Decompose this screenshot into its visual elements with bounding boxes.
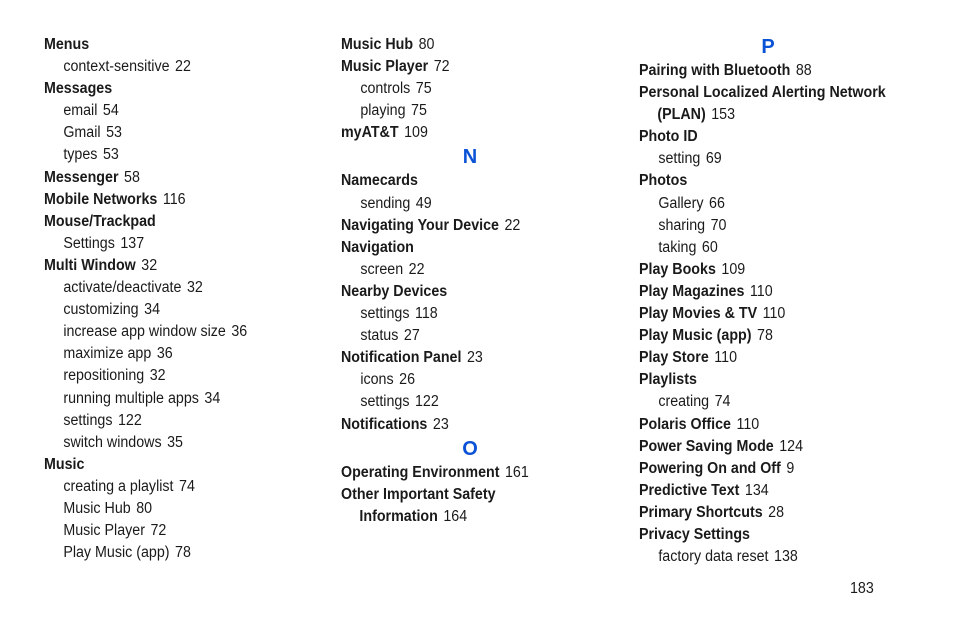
index-subentry [44,365,292,387]
entry-page-ref: 58 [124,168,140,186]
entry-term: Power Saving Mode [639,437,774,455]
index-subentry [44,520,292,542]
entry-page-ref: 28 [768,503,785,521]
index-subentry [341,325,589,347]
entry-term: Play Music (app) [639,327,752,345]
entry-term: Privacy Settings [639,525,750,543]
index-entry [639,436,906,458]
entry-term: Menus [44,36,90,53]
index-subentry [639,193,906,215]
entry-term: settings [63,411,113,429]
entry-term: Playlists [639,371,697,389]
index-entry [341,34,589,56]
entry-term: Messages [44,80,113,98]
entry-term: Music [44,455,85,473]
index-entry [341,414,589,436]
entry-page-ref: 88 [795,62,812,79]
entry-page-ref: 122 [117,411,142,429]
entry-page-ref: 22 [408,260,425,278]
index-entry [639,325,906,347]
entry-page-ref: 53 [106,124,122,142]
index-entry [341,484,589,506]
entry-term: Predictive Text [639,481,740,499]
entry-term: Music Hub [63,499,131,517]
index-subentry [44,122,292,144]
entry-term: Settings [63,234,115,252]
index-subentry [341,193,589,215]
entry-term: increase app window size [63,323,226,341]
entry-page-ref: 78 [175,544,191,562]
index-subentry [44,299,292,321]
index-subentry [341,78,589,100]
entry-term: Primary Shortcuts [639,503,763,521]
entry-term: maximize app [63,345,152,363]
index-subentry [639,546,906,568]
entry-term: Play Movies & TV [639,305,758,323]
entry-page-ref: 23 [466,349,483,367]
index-subentry [639,237,906,259]
entry-term: screen [360,260,404,278]
index-subentry [341,369,589,391]
index-subentry [44,277,292,299]
entry-page-ref: 22 [504,216,521,234]
index-entry [341,506,589,528]
entry-term: creating [658,393,710,411]
entry-term: Music Player [63,522,145,540]
entry-term: Navigation [341,238,414,256]
entry-page-ref: 75 [415,80,432,98]
index-entry [639,369,906,391]
index-subentry [639,148,906,170]
entry-term: sending [360,194,411,212]
entry-term: Messenger [44,168,119,186]
index-entry [44,78,292,100]
index-subentry [44,410,292,432]
entry-term: controls [360,80,411,98]
entry-page-ref: 80 [418,36,435,53]
index-entry [639,281,906,303]
index-entry [639,60,906,82]
entry-term: Operating Environment [341,463,500,481]
entry-page-ref: 27 [403,327,420,345]
entry-term: email [63,102,98,120]
index-subentry [44,343,292,365]
index-subentry [341,303,589,325]
entry-page-ref: 32 [149,367,166,385]
entry-page-ref: 138 [774,548,798,566]
entry-term: Pairing with Bluetooth [639,62,791,79]
entry-term: types [63,146,98,164]
index-entry [639,347,906,369]
index-entry [341,462,589,484]
index-subentry [341,100,589,122]
entry-page-ref: 23 [432,415,449,433]
entry-page-ref: 134 [744,481,769,499]
entry-page-ref: 54 [102,102,119,120]
entry-term: (PLAN) [657,106,706,124]
entry-term: Photos [639,172,688,190]
entry-term: settings [360,393,410,411]
index-subentry [639,391,906,413]
entry-term: Polaris Office [639,415,731,433]
entry-term: Other Important Safety [341,485,496,503]
index-entry [639,170,906,192]
entry-page-ref: 78 [757,327,773,345]
entry-term: Namecards [341,172,418,190]
entry-term: running multiple apps [63,389,199,407]
index-entry [44,167,292,189]
entry-page-ref: 69 [705,150,722,168]
entry-term: switch windows [63,433,162,451]
index-entry [639,458,906,480]
entry-term: Play Store [639,349,709,367]
index-subentry [44,432,292,454]
entry-term: customizing [63,301,139,319]
index-subentry [639,215,906,237]
entry-term: icons [360,371,394,389]
entry-page-ref: 32 [186,279,203,297]
index-subentry [44,476,292,498]
index-entry [44,211,292,233]
entry-page-ref: 66 [709,194,725,212]
index-entry [341,122,589,144]
entry-term: Mouse/Trackpad [44,212,156,230]
index-entry [341,170,589,192]
entry-term: Music Hub [341,36,414,53]
index-subentry [44,542,292,564]
index-entry [341,347,589,369]
entry-page-ref: 36 [231,323,248,341]
index-entry [639,414,906,436]
entry-page-ref: 116 [162,190,186,208]
entry-term: Multi Window [44,256,136,274]
entry-term: sharing [658,216,706,234]
entry-term: myAT&T [341,124,399,142]
entry-page-ref: 110 [736,415,760,433]
entry-page-ref: 161 [504,463,529,481]
index-entry [44,34,292,56]
entry-page-ref: 122 [414,393,439,411]
index-entry [639,303,906,325]
entry-term: Mobile Networks [44,190,158,208]
entry-term: activate/deactivate [63,279,182,297]
entry-page-ref: 153 [711,106,736,124]
entry-page-ref: 34 [204,389,221,407]
entry-page-ref: 124 [779,437,804,455]
entry-term: Photo ID [639,128,698,146]
entry-page-ref: 72 [150,522,167,540]
entry-term: Powering On and Off [639,459,781,477]
entry-page-ref: 80 [136,499,153,517]
index-entry [639,259,906,281]
index-entry [44,189,292,211]
index-subentry [44,388,292,410]
entry-term: Information [359,507,438,525]
entry-term: creating a playlist [63,477,174,495]
entry-term: Nearby Devices [341,282,448,300]
index-entry [639,126,906,148]
entry-term: Notification Panel [341,349,462,367]
entry-term: setting [658,150,701,168]
index-subentry [341,391,589,413]
entry-term: Personal Localized Alerting Network [639,84,886,102]
entry-term: status [360,327,399,345]
index-entry [341,215,589,237]
entry-term: Navigating Your Device [341,216,499,234]
index-entry [44,454,292,476]
entry-term: Play Music (app) [63,544,170,562]
index-subentry [44,56,292,78]
entry-term: Music Player [341,58,429,76]
entry-page-ref: 34 [144,301,161,319]
entry-page-ref: 75 [411,102,427,120]
entry-page-ref: 74 [179,477,195,495]
entry-term: Play Magazines [639,282,745,300]
index-subentry [44,498,292,520]
entry-term: factory data reset [658,548,769,566]
entry-page-ref: 32 [141,256,158,274]
index-column-2 [341,34,611,528]
entry-page-ref: 72 [433,58,450,76]
entry-page-ref: 137 [120,234,145,252]
entry-page-ref: 118 [414,305,438,323]
entry-page-ref: 109 [404,124,428,142]
entry-page-ref: 70 [710,216,727,234]
entry-page-ref: 36 [156,345,173,363]
index-subentry [44,233,292,255]
index-entry [639,524,906,546]
index-entry [341,56,589,78]
entry-page-ref: 60 [701,238,718,256]
entry-page-ref: 74 [714,393,731,411]
entry-page-ref: 110 [714,349,738,367]
entry-page-ref: 26 [399,371,416,389]
entry-page-ref: 35 [167,433,183,451]
index-entry [639,502,906,524]
index-column-3 [639,34,929,568]
index-subentry [44,321,292,343]
section-letter: N [462,146,478,169]
index-subentry [44,100,292,122]
index-entry [639,480,906,502]
index-entry [639,82,906,104]
entry-term: Gmail [63,124,101,142]
entry-term: Notifications [341,415,428,433]
entry-term: Gallery [658,194,704,212]
index-entry [44,255,292,277]
index-subentry [44,144,292,166]
entry-page-ref: 110 [762,305,786,323]
index-entry [639,104,906,126]
entry-page-ref: 164 [443,507,468,525]
entry-page-ref: 53 [102,146,119,164]
entry-term: taking [658,238,697,256]
section-letter: O [462,437,478,460]
entry-term: context-sensitive [63,58,170,76]
entry-page-ref: 110 [749,282,773,300]
entry-page-ref: 9 [786,459,795,477]
index-entry [341,281,589,303]
entry-page-ref: 49 [415,194,432,212]
index-subentry [341,259,589,281]
entry-term: settings [360,305,410,323]
entry-page-ref: 22 [175,58,191,76]
index-column-1 [44,34,314,564]
entry-term: repositioning [63,367,145,385]
entry-page-ref: 109 [721,260,746,278]
index-entry [341,237,589,259]
section-letter: P [761,36,775,58]
entry-term: playing [360,102,406,120]
entry-term: Play Books [639,260,716,278]
page-number: 183 [850,580,874,597]
